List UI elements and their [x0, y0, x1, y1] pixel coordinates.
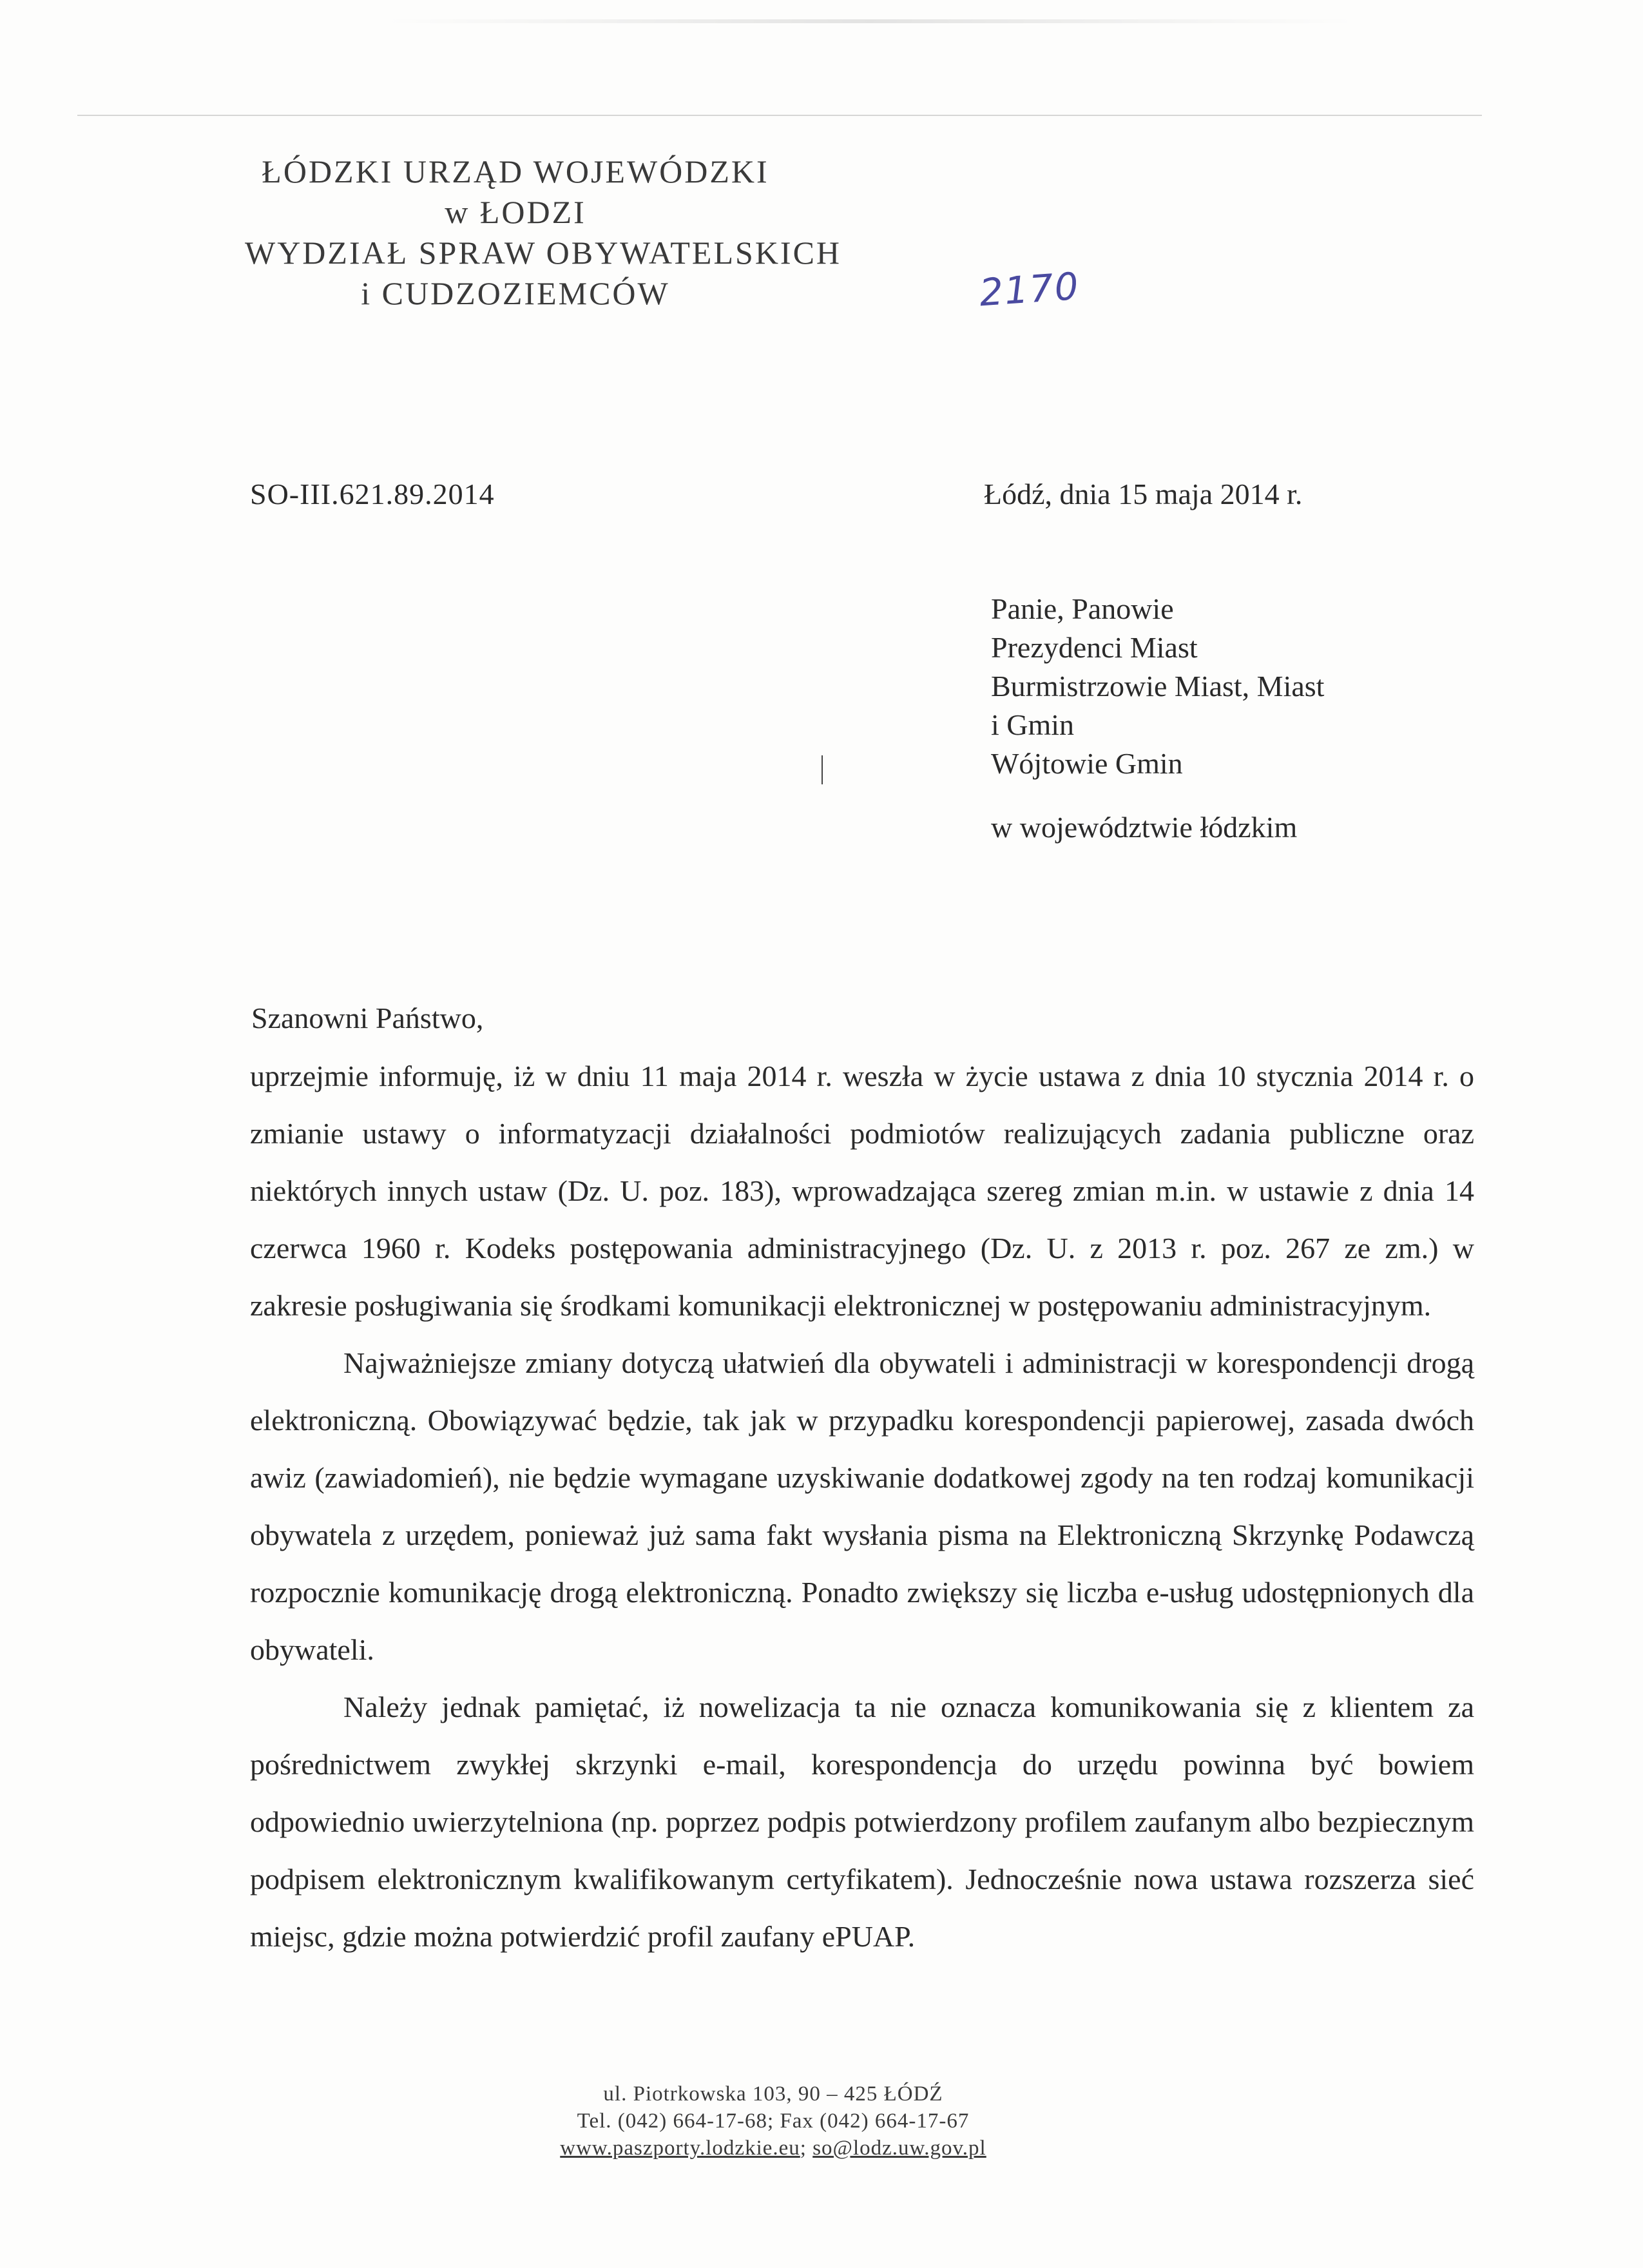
letter-body — [250, 1047, 1474, 1965]
footer-separator: ; — [800, 2137, 813, 2160]
addressee-line: Prezydenci Miast — [991, 631, 1198, 664]
footer-links — [451, 2135, 1095, 2162]
body-paragraph: Najważniejsze zmiany dotyczą ułatwień dla obywateli i administracji w korespondencji drogą elektroniczną. Obowiązywać będzie, tak jak w przypadku korespondencji papierowej, zasada dwóch awiz (zawiadomień), nie będzie wymagane uzyskiwanie dodatkowej zgody na ten rodzaj komunikacji obywatela z urzędem, ponieważ już sama fakt wysłania pisma na Elektroniczną Skrzynkę Podawczą rozpocznie komunikację drogą elektroniczną. Ponadto zwiększy się liczba e-usług udostępnionych dla obywateli. — [250, 1346, 1474, 1666]
letterhead-line: ŁÓDZKI URZĄD WOJEWÓDZKI — [262, 153, 769, 189]
reference-number: SO-III.621.89.2014 — [250, 478, 495, 510]
letterhead-line: WYDZIAŁ SPRAW OBYWATELSKICH — [245, 235, 842, 271]
scan-mark — [822, 755, 823, 784]
footer-phone: Tel. (042) 664-17-68; Fax (042) 664-17-67 — [577, 2109, 970, 2133]
addressee-line: Wójtowie Gmin — [991, 747, 1183, 780]
footer — [451, 2080, 1095, 2162]
salutation: Szanowni Państwo, — [251, 1002, 484, 1034]
body-paragraph: uprzejmie informuję, iż w dniu 11 maja 2014 r. weszła w życie ustawa z dnia 10 stycznia 2014 r. o zmianie ustawy o informatyzacji działalności podmiotów realizujących zadania publiczne oraz niektórych innych ustaw (Dz. U. poz. 183), wprowadzająca szereg zmian m.in. w ustawie z dnia 14 czerwca 1960 r. Kodeks postępowania administracyjnego (Dz. U. z 2013 r. poz. 267 ze zm.) w zakresie posługiwania się środkami komunikacji elektronicznej w postępowaniu administracyjnym. — [250, 1060, 1474, 1322]
scan-artifact-line — [77, 115, 1482, 116]
addressee-line: Burmistrzowie Miast, Miast — [991, 670, 1325, 703]
body-paragraph: Należy jednak pamiętać, iż nowelizacja ta nie oznacza komunikowania się z klientem za pośrednictwem zwykłej skrzynki e-mail, korespondencja do urzędu powinna być bowiem odpowiednio uwierzytelniona (np. poprzez podpis potwierdzony profilem zaufanym albo bezpiecznym podpisem elektronicznym kwalifikowanym certyfikatem). Jednocześnie nowa ustawa rozszerza sieć miejsc, gdzie można potwierdzić profil zaufany ePUAP. — [250, 1691, 1474, 1953]
addressee-line: Panie, Panowie — [991, 592, 1174, 625]
addressee-region: w województwie łódzkim — [991, 811, 1298, 844]
letter-date: Łódź, dnia 15 maja 2014 r. — [984, 478, 1303, 510]
addressee-line: i Gmin — [991, 708, 1075, 741]
footer-address: ul. Piotrkowska 103, 90 – 425 ŁÓDŹ — [603, 2082, 943, 2106]
email-link[interactable]: so@lodz.uw.gov.pl — [812, 2137, 986, 2160]
letterhead-line: i CUDZOZIEMCÓW — [361, 275, 670, 311]
letterhead-line: w ŁODZI — [445, 194, 586, 230]
handwritten-number: 2170 — [977, 264, 1081, 315]
addressee-block — [991, 590, 1324, 783]
letterhead — [245, 151, 842, 314]
website-link[interactable]: www.paszporty.lodzkie.eu — [560, 2137, 800, 2160]
scan-artifact — [387, 19, 1353, 23]
